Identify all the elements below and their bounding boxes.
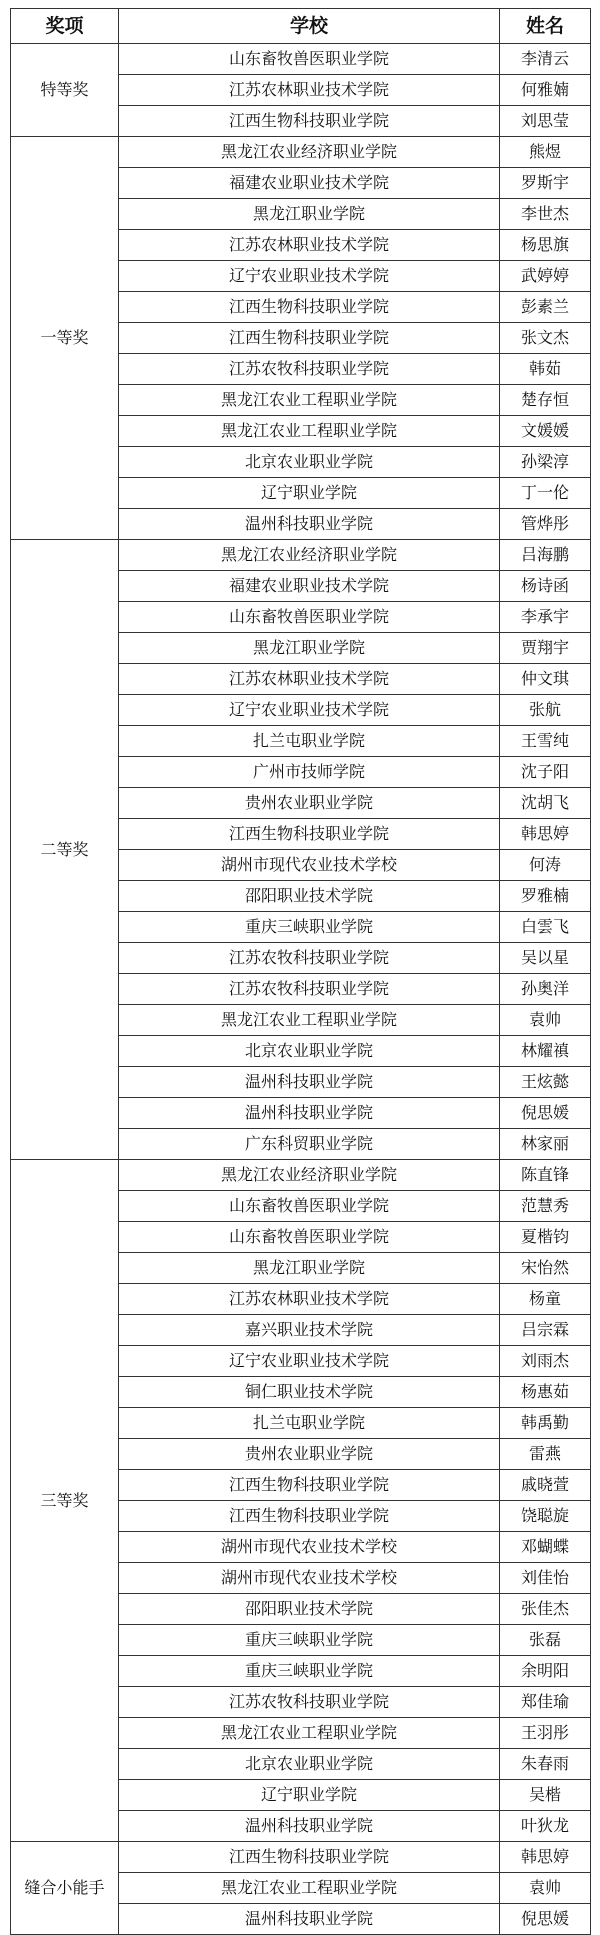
student-name-cell: 李世杰 [500, 199, 591, 230]
student-name-cell: 吴以星 [500, 943, 591, 974]
student-name-cell: 刘佳怡 [500, 1563, 591, 1594]
school-cell: 湖州市现代农业技术学校 [119, 1532, 500, 1563]
student-name-cell: 王羽彤 [500, 1718, 591, 1749]
school-cell: 黑龙江农业工程职业学院 [119, 385, 500, 416]
table-row [11, 137, 591, 168]
school-cell: 温州科技职业学院 [119, 509, 500, 540]
student-name-cell: 丁一伦 [500, 478, 591, 509]
student-name-cell: 刘雨杰 [500, 1346, 591, 1377]
student-name-cell: 雷燕 [500, 1439, 591, 1470]
school-cell: 江西生物科技职业学院 [119, 1470, 500, 1501]
student-name-cell: 沈子阳 [500, 757, 591, 788]
student-name-cell: 饶聪旋 [500, 1501, 591, 1532]
student-name-cell: 叶狄龙 [500, 1811, 591, 1842]
student-name-cell: 张佳杰 [500, 1594, 591, 1625]
school-cell: 辽宁农业职业技术学院 [119, 695, 500, 726]
school-cell: 江苏农林职业技术学院 [119, 230, 500, 261]
student-name-cell: 林耀禛 [500, 1036, 591, 1067]
school-cell: 江苏农牧科技职业学院 [119, 943, 500, 974]
student-name-cell: 吕宗霖 [500, 1315, 591, 1346]
school-cell: 黑龙江农业工程职业学院 [119, 1005, 500, 1036]
school-cell: 黑龙江农业工程职业学院 [119, 1718, 500, 1749]
school-cell: 江苏农牧科技职业学院 [119, 354, 500, 385]
student-name-cell: 熊煜 [500, 137, 591, 168]
school-cell: 铜仁职业技术学院 [119, 1377, 500, 1408]
student-name-cell: 倪思媛 [500, 1098, 591, 1129]
school-cell: 江西生物科技职业学院 [119, 323, 500, 354]
school-cell: 邵阳职业技术学院 [119, 1594, 500, 1625]
school-cell: 北京农业职业学院 [119, 1749, 500, 1780]
school-cell: 山东畜牧兽医职业学院 [119, 1191, 500, 1222]
school-cell: 辽宁职业学院 [119, 478, 500, 509]
student-name-cell: 杨思旗 [500, 230, 591, 261]
school-cell: 湖州市现代农业技术学校 [119, 1563, 500, 1594]
awards-table-body [11, 44, 591, 1935]
student-name-cell: 陈直锋 [500, 1160, 591, 1191]
school-cell: 扎兰屯职业学院 [119, 1408, 500, 1439]
school-cell: 嘉兴职业技术学院 [119, 1315, 500, 1346]
school-cell: 福建农业职业技术学院 [119, 571, 500, 602]
school-cell: 贵州农业职业学院 [119, 788, 500, 819]
awards-table [10, 8, 591, 1935]
table-row [11, 1160, 591, 1191]
school-cell: 黑龙江职业学院 [119, 1253, 500, 1284]
student-name-cell: 孙奥洋 [500, 974, 591, 1005]
award-category: 三等奖 [11, 1160, 119, 1842]
student-name-cell: 孙梁淳 [500, 447, 591, 478]
student-name-cell: 刘思莹 [500, 106, 591, 137]
student-name-cell: 夏楷钧 [500, 1222, 591, 1253]
school-cell: 江西生物科技职业学院 [119, 106, 500, 137]
school-cell: 广东科贸职业学院 [119, 1129, 500, 1160]
student-name-cell: 管烨彤 [500, 509, 591, 540]
school-cell: 辽宁农业职业技术学院 [119, 1346, 500, 1377]
school-cell: 山东畜牧兽医职业学院 [119, 602, 500, 633]
table-row [11, 1842, 591, 1873]
student-name-cell: 朱春雨 [500, 1749, 591, 1780]
student-name-cell: 林家丽 [500, 1129, 591, 1160]
student-name-cell: 李清云 [500, 44, 591, 75]
student-name-cell: 韩茹 [500, 354, 591, 385]
school-cell: 温州科技职业学院 [119, 1098, 500, 1129]
school-cell: 湖州市现代农业技术学校 [119, 850, 500, 881]
school-cell: 贵州农业职业学院 [119, 1439, 500, 1470]
school-cell: 江西生物科技职业学院 [119, 819, 500, 850]
school-cell: 北京农业职业学院 [119, 447, 500, 478]
school-cell: 黑龙江农业经济职业学院 [119, 1160, 500, 1191]
header-name: 姓名 [500, 9, 591, 44]
student-name-cell: 何涛 [500, 850, 591, 881]
student-name-cell: 宋怡然 [500, 1253, 591, 1284]
school-cell: 北京农业职业学院 [119, 1036, 500, 1067]
student-name-cell: 袁帅 [500, 1005, 591, 1036]
student-name-cell: 吕海鹏 [500, 540, 591, 571]
student-name-cell: 韩思婷 [500, 1842, 591, 1873]
student-name-cell: 韩思婷 [500, 819, 591, 850]
student-name-cell: 楚存恒 [500, 385, 591, 416]
school-cell: 山东畜牧兽医职业学院 [119, 1222, 500, 1253]
school-cell: 江苏农林职业技术学院 [119, 1284, 500, 1315]
school-cell: 江苏农牧科技职业学院 [119, 1687, 500, 1718]
school-cell: 黑龙江职业学院 [119, 633, 500, 664]
student-name-cell: 罗斯宇 [500, 168, 591, 199]
student-name-cell: 王炫懿 [500, 1067, 591, 1098]
school-cell: 黑龙江农业经济职业学院 [119, 137, 500, 168]
school-cell: 黑龙江职业学院 [119, 199, 500, 230]
school-cell: 黑龙江农业经济职业学院 [119, 540, 500, 571]
student-name-cell: 武婷婷 [500, 261, 591, 292]
student-name-cell: 邓蝴蝶 [500, 1532, 591, 1563]
student-name-cell: 杨童 [500, 1284, 591, 1315]
student-name-cell: 余明阳 [500, 1656, 591, 1687]
school-cell: 江西生物科技职业学院 [119, 1842, 500, 1873]
school-cell: 江苏农林职业技术学院 [119, 664, 500, 695]
student-name-cell: 张磊 [500, 1625, 591, 1656]
school-cell: 江苏农牧科技职业学院 [119, 974, 500, 1005]
award-category: 一等奖 [11, 137, 119, 540]
student-name-cell: 范慧秀 [500, 1191, 591, 1222]
school-cell: 扎兰屯职业学院 [119, 726, 500, 757]
student-name-cell: 仲文琪 [500, 664, 591, 695]
student-name-cell: 倪思媛 [500, 1904, 591, 1935]
table-row [11, 540, 591, 571]
school-cell: 邵阳职业技术学院 [119, 881, 500, 912]
school-cell: 温州科技职业学院 [119, 1811, 500, 1842]
school-cell: 黑龙江农业工程职业学院 [119, 1873, 500, 1904]
student-name-cell: 沈胡飞 [500, 788, 591, 819]
school-cell: 辽宁农业职业技术学院 [119, 261, 500, 292]
award-category: 特等奖 [11, 44, 119, 137]
student-name-cell: 王雪纯 [500, 726, 591, 757]
student-name-cell: 张文杰 [500, 323, 591, 354]
student-name-cell: 袁帅 [500, 1873, 591, 1904]
student-name-cell: 白雲飞 [500, 912, 591, 943]
school-cell: 重庆三峡职业学院 [119, 912, 500, 943]
school-cell: 黑龙江农业工程职业学院 [119, 416, 500, 447]
student-name-cell: 杨惠茹 [500, 1377, 591, 1408]
student-name-cell: 张航 [500, 695, 591, 726]
student-name-cell: 李承宇 [500, 602, 591, 633]
student-name-cell: 文媛媛 [500, 416, 591, 447]
school-cell: 温州科技职业学院 [119, 1067, 500, 1098]
header-school: 学校 [119, 9, 500, 44]
school-cell: 江西生物科技职业学院 [119, 1501, 500, 1532]
award-category: 二等奖 [11, 540, 119, 1160]
student-name-cell: 郑佳瑜 [500, 1687, 591, 1718]
school-cell: 福建农业职业技术学院 [119, 168, 500, 199]
student-name-cell: 贾翔宇 [500, 633, 591, 664]
student-name-cell: 彭素兰 [500, 292, 591, 323]
school-cell: 广州市技师学院 [119, 757, 500, 788]
school-cell: 重庆三峡职业学院 [119, 1625, 500, 1656]
student-name-cell: 杨诗函 [500, 571, 591, 602]
school-cell: 江西生物科技职业学院 [119, 292, 500, 323]
school-cell: 辽宁职业学院 [119, 1780, 500, 1811]
student-name-cell: 吴楷 [500, 1780, 591, 1811]
header-row [11, 9, 591, 44]
student-name-cell: 罗雅楠 [500, 881, 591, 912]
student-name-cell: 何雅婻 [500, 75, 591, 106]
school-cell: 江苏农林职业技术学院 [119, 75, 500, 106]
school-cell: 重庆三峡职业学院 [119, 1656, 500, 1687]
school-cell: 山东畜牧兽医职业学院 [119, 44, 500, 75]
header-category: 奖项 [11, 9, 119, 44]
award-category: 缝合小能手 [11, 1842, 119, 1935]
table-row [11, 44, 591, 75]
student-name-cell: 韩禹勤 [500, 1408, 591, 1439]
student-name-cell: 戚晓萱 [500, 1470, 591, 1501]
school-cell: 温州科技职业学院 [119, 1904, 500, 1935]
